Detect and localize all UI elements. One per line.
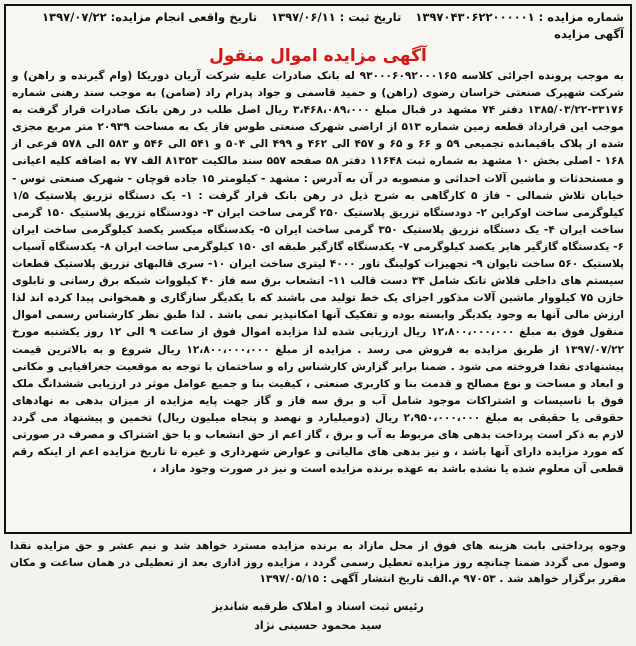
notice-type: آگهی مزایده — [554, 27, 624, 41]
notice-title: آگهی مزایده اموال منقول — [209, 46, 427, 66]
notice-frame — [4, 4, 632, 534]
auction-number: شماره مزایده : ۱۳۹۷۰۴۳۰۶۲۲۰۰۰۰۰۱ — [415, 10, 624, 24]
footer-text: وجوه پرداختی بابت هزینه های فوق از محل مازاد به برنده مزایده مسترد خواهد شد و نیم عشر و حق مزایده نقدا وصول می گردد ضمنا چنانچه روز مزایده تعطیل رسمی گردد ، مزایده روز اداری بعد از تعطیلی در همان ساعت و مکان مقرر برگزار خواهد شد . ۹۷۰۵۳ م.الف تاریخ انتشار آگهی : ۱۳۹۷/۰۵/۱۵ — [10, 540, 626, 586]
notice-body: به موجب پرونده اجرائی کلاسه ۹۳۰۰۰۶۰۹۲۰۰۰۱۶۵ له بانک صادرات علیه شرکت آریان دوریکا (وام گیرنده و راهن) و شرکت شهپرک صنعتی خراسان رضوی (راهن) و حمید قاسمی و جواد پدرام راد (ضامن) به موجب سند رهنی شماره ۳۳۱۷۶-۱۳۸۵/۰۳/۲۲ دفتر ۷۴ مشهد در قبال مبلغ ۳،۴۶۸،۰۸۹،۰۰۰ ریال اصل طلب در رهن بانک صادرات قرار گرفت به موجب این قرارداد قطعه زمین شماره ۵۱۳ از اراضی شهرک صنعتی طوس فاز یک به مساحت ۲۰۹۳۹ متر مربع مجزی شده از پلاک باقیمانده تجمیعی ۵۹ و ۶۶ و ۶۵ و ۴۵۷ الی ۴۶۲ و ۴۹۹ الی ۵۰۴ و ۵۴۱ الی ۵۴۶ و ۵۸۳ الی ۵۷۸ فرعی از ۱۶۸ - اصلی بخش ۱۰ مشهد به شماره ثبت ۱۱۶۴۸ دفتر ۵۸ صفحه ۵۵۷ سند مالکیت ۸۱۳۵۳ الف ۷۷ به اضافه کلیه اعیانی و مستحدثات و ماشین آلات احداثی و منصوبه در آن به آدرس : مشهد - کیلومتر ۱۵ جاده قوچان - شهرک صنعتی توس - خیابان تلاش شمالی - فاز ۵ کارگاهی به شرح ذیل در رهن بانک قرار گرفت : ۱- یک دستگاه تزریق پلاستیک ۱/۵ کیلوگرمی ساخت اوکراین ۲- دودستگاه تزریق پلاستیک ۲۵۰ گرمی ساخت ایران ۳- دودستگاه تزریق پلاستیک ۱۵۰ گرمی ساخت ایران ۴- یک دستگاه تزریق پلاستیک ۳۵۰ گرمی ساخت ایران ۵- یکدستگاه میکسر یکصد کیلوگرمی ساخت ایران ۶- یکدستگاه گازگیر هایر یکصد کیلوگرمی ۷- یکدستگاه گازگیر طبقه ای ۱۵۰ کیلوگرمی ساخت ایران ۸- یکدستگاه آسیاب پلاستیک ۵۶۰ ساخت تایوان ۹- تجهیزات کولینگ تاور ۴۰۰۰ لیتری ساخت ایران ۱۰- سری قالبهای تزریق پلاستیک قطعات سیستم های داخلی فلاش تانک شامل ۳۴ دست قالب ۱۱- انشعاب برق سه فاز ۴۰ کیلووات شبکه برق رسانی و تابلوی خازن ۷۵ کیلووار ماشین آلات مذکور اجزای یک خط تولید می باشند که با یکدیگر سازگاری و همخوانی پیدا کرده اند لذا ارزش مالی آنها به وجود یکدیگر وابسته بوده و تفکیک آنها امکانپذیر نمی باشد . لذا طبق نظر کارشناس رسمی اموال منقول فوق به مبلغ ۱۲،۸۰۰،۰۰۰،۰۰۰ ریال ارزیابی شده لذا مزایده اموال فوق از ساعت ۹ الی ۱۲ روز یکشنبه مورخ ۱۳۹۷/۰۷/۲۲ از طریق مزایده به فروش می رسد . مزایده از مبلغ ۱۲،۸۰۰،۰۰۰،۰۰۰ ریال شروع و به بالاترین قیمت پیشنهادی نقدا فروخته می شود . ضمنا برابر گزارش کارشناس راه و ساختمان با توجه به موقعیت جغرافیایی و مکانی و ابعاد و مساحت و نوع مصالح و قدمت بنا و کاربری صنعتی ، کیفیت بنا و جمیع عوامل موثر در ارزیابی ششدانگ ملک فوق با تاسیسات و اشتراکات موجود شامل آب و برق سه فاز و گاز جهت پایه مزایده از میزان بدهی به نهادهای حقوقی یا حقیقی به مبلغ ۲،۹۵۰،۰۰۰،۰۰۰ ریال (دومیلیارد و نهصد و پنجاه میلیون ریال) تخمین و پیشنهاد می گردد لازم به ذکر است پرداخت بدهی های مربوط به آب و برق ، گاز اعم از حق انشعاب و یا حق اشتراک و مصرف در صورتی که مورد مزایده دارای آنها باشد ، و نیز بدهی های مالیاتی و عوارض شهرداری و غیره تا تاریخ مزایده اعم از اینکه رقم قطعی آن معلوم شده یا نشده باشد به عهده برنده مزایده است و نیز در صورت وجود مازاد ، — [12, 70, 625, 476]
signature-name: سید محمود حسینی نژاد — [254, 619, 382, 632]
signature-title: رئیس ثبت اسناد و املاک طرقبه شاندیز — [212, 600, 424, 613]
registration-date: تاریخ ثبت : ۱۳۹۷/۰۶/۱۱ — [271, 10, 402, 24]
actual-date: تاریخ واقعی انجام مزایده: ۱۳۹۷/۰۷/۲۲ — [42, 10, 258, 24]
header-line — [12, 9, 624, 26]
